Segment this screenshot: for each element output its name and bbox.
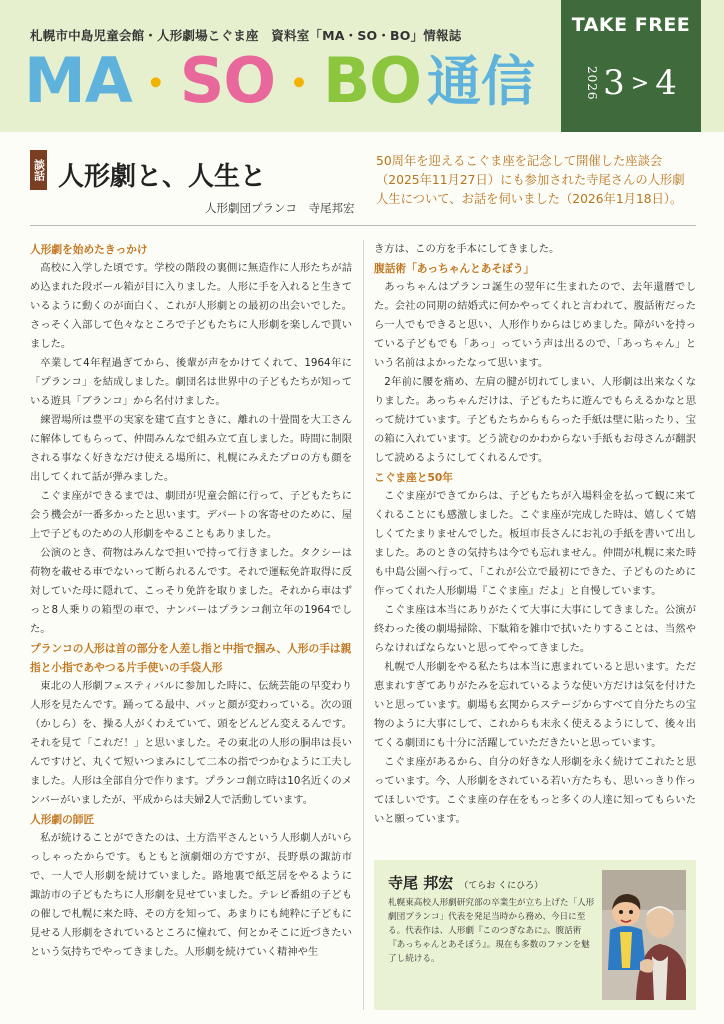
masthead-logo: [24, 44, 536, 117]
paragraph: 東北の人形劇フェスティバルに参加した時に、伝統芸能の早変わり人形を見たんです。踊ってる最中、パッと顔が変わっている。次の頭（かしら）を、操る人がくわえていて、頭をどんどん変えるんです。それを見て「これだ！」と思いました。その東北の人形の胴串は長いんですけど、丸くて短いつまみにして二本の指でつかむように工夫しました。人形は全部自分で作ります。プランコ創立時は10名近くのメンバーがいましたが、平成からは夫婦2人で活動しています。: [30, 680, 352, 806]
logo-bo: BO: [323, 44, 422, 117]
portrait-photo: [602, 870, 686, 1000]
paragraph: こぐま座ができてからは、子どもたちが入場料金を払って観に来てくれることにも感激しました。こぐま座が完成した時は、嬉しくて嬉しくてたまりませんでした。板垣市長さんにお礼の手紙を書いて出しました。あのときの気持ちは今でも忘れません。仲間が札幌に来た時も中島公園へ行って、「これが公立で最初にできた、子どものために作ってくれた人形劇場『こぐま座』だよ」と自慢しています。: [374, 490, 696, 597]
section-heading: こぐま座と50年: [374, 471, 453, 484]
article-column-left: [30, 240, 352, 962]
paragraph: 札幌で人形劇をやる私たちは本当に恵まれていると思います。ただ恵まれすぎてありがたみを忘れているような使い方だけは気を付けたいと思っています。劇場も玄関からステージからすべて自分たちの宝物のように大事にして、これからも末永く使えるようにして、後々出てくる劇団にも十分に活躍していただきたいと思っています。: [374, 661, 696, 749]
article-title: 人形劇と、人生と: [58, 162, 267, 192]
issue-year: 2026: [585, 65, 600, 101]
profile-box: [374, 860, 696, 1010]
section-heading: プランコの人形は首の部分を人差し指と中指で掴み、人形の手は親指と小指であやつる片手使いの手袋人形: [30, 642, 352, 674]
section-heading: 人形劇を始めたきっかけ: [30, 243, 148, 256]
masthead: [0, 0, 724, 132]
talk-badge: 談話: [30, 150, 47, 190]
section-heading: 腹話術「あっちゃんとあそぼう」: [374, 262, 535, 275]
logo-dot: ・: [276, 57, 323, 111]
logo-ma: MA: [24, 44, 132, 117]
publisher-line: 札幌市中島児童会館・人形劇場こぐま座 資料室「MA・SO・BO」情報誌: [30, 28, 462, 43]
logo-so: SO: [179, 44, 276, 117]
title-divider: [30, 225, 696, 226]
paragraph: こぐま座は本当にありがたくて大事に大事にしてきました。公演が終わった後の劇場掃除、下駄箱を雑巾で拭いたりすることは、当然やらなければならないと思ってやってきました。: [374, 604, 696, 654]
paragraph: 公演のとき、荷物はみんなで担いで持って行きました。タクシーは荷物を載せる車でないって断られるんです。それで運転免許取得に反対していた母に隠れて、こっそり免許を取りました。それから車はずっと8人乗りの箱型の車で、ナンバーはプランコ創立年の1964でした。: [30, 547, 352, 635]
paragraph: 私が続けることができたのは、土方浩平さんという人形劇人がいらっしゃったからです。もともと演劇畑の方ですが、長野県の諏訪市で、一人で人形劇を続けていました。路地裏で紙芝居をやるように 諏訪市の子どもたちに人形劇を見せていました。テレビ番組の子どもの催しで札幌に来た時、その方を知って、あまりにも純粋に子どもに見せる人形劇をされているところに憧れて、何とかそこに近づきたいという気持ちでやってきました。人形劇を続けていく精神や生: [30, 832, 352, 958]
issue-number: [561, 48, 701, 118]
paragraph: 高校に入学した頃です。学校の階段の裏側に無造作に人形たちが詰め込まれた段ボール箱が目に入りました。人形に手を入れると生きているように動くのが面白く、これが人形劇との最初の出会いでした。さっそく入部して色々なところで子どもたちに人形劇を楽しんで貰いました。: [30, 262, 352, 350]
section-heading: 人形劇の師匠: [30, 813, 95, 826]
profile-bio: 札幌東高校人形劇研究部の卒業生が立ち上げた「人形劇団プランコ」代表を発足当時から務め、今日に至る。代表作は、人形劇『このつぎなあに』、腹話術『あっちゃんとあそぼう』。現在も多数のファンを魅了し続ける。: [388, 898, 595, 964]
column-divider: [363, 240, 364, 1010]
profile-name: [388, 872, 543, 893]
paragraph: き方は、この方を手本にしてきました。: [374, 243, 560, 255]
profile-name-text: 寺尾 邦宏: [388, 874, 454, 892]
article-byline: 人形劇団プランコ 寺尾邦宏: [205, 201, 355, 215]
issue-month-from: 3: [603, 63, 625, 103]
article-title-block: [30, 150, 360, 220]
profile-name-kana: （てらお くにひろ）: [459, 881, 544, 891]
issue-month-arrow: >: [630, 70, 650, 96]
paragraph: こぐま座があるから、自分の好きな人形劇を永く続けてこれたと思っています。今、人形劇をされている若い方たちも、思いっきり作ってほしいです。こぐま座の存在をもっと多くの人達に知ってもらいたいと願っています。: [374, 756, 696, 825]
article-column-right: [374, 240, 696, 829]
logo-dot: ・: [132, 57, 179, 111]
paragraph: 2年前に腰を痛め、左肩の腱が切れてしまい、人形劇は出来なくなりました。あっちゃんだけは、子どもたちに遊んでもらえるかなと思って続けています。子どもたちからもらった手紙は壁に貼ったり、宝の箱に入れています。どう読むのかわからない手紙もお母さんが翻訳して読めるようにしてくれるんです。: [374, 376, 696, 464]
logo-tsushin: 通信: [427, 50, 536, 113]
take-free-label: TAKE FREE: [571, 14, 691, 36]
paragraph: 卒業して4年程過ぎてから、後輩が声をかけてくれて、1964年に「プランコ」を結成しました。劇団名は世界中の子どもたちが知っている遊具「ブランコ」から名付けました。: [30, 357, 352, 407]
paragraph: あっちゃんはプランコ誕生の翌年に生まれたので、去年還暦でした。会社の同期の結婚式に何かやってくれと言われて、腹話術だったら一人でもできると思い、人形作りからはじめました。障がいを持っている子どもでも「あっ」っていう声は出るので、「あっちゃん」という名前はよかったなって思います。: [374, 281, 696, 369]
article-lead: 50周年を迎えるこぐま座を記念して開催した座談会（2025年11月27日）にも参加された寺尾さんの人形劇人生について、お話を伺いました（2026年1月18日）。: [376, 154, 685, 206]
paragraph: こぐま座ができるまでは、劇団が児童会館に行って、子どもたちに会う機会が一番多かったと思います。デパートの客寄せのために、屋上で子どものための人形劇をやることもありました。: [30, 490, 352, 540]
take-free-tab: [561, 0, 701, 132]
paragraph: 練習場所は豊平の実家を建て直すときに、離れの十畳間を大工さんに解体してもらって、仲間みんなで組み立て直しました。時間に制限される事なく好きなだけ使える場所に、札幌にみえたプロの方も顔を出してくれて話が弾みました。: [30, 414, 352, 483]
issue-month-to: 4: [655, 63, 677, 103]
